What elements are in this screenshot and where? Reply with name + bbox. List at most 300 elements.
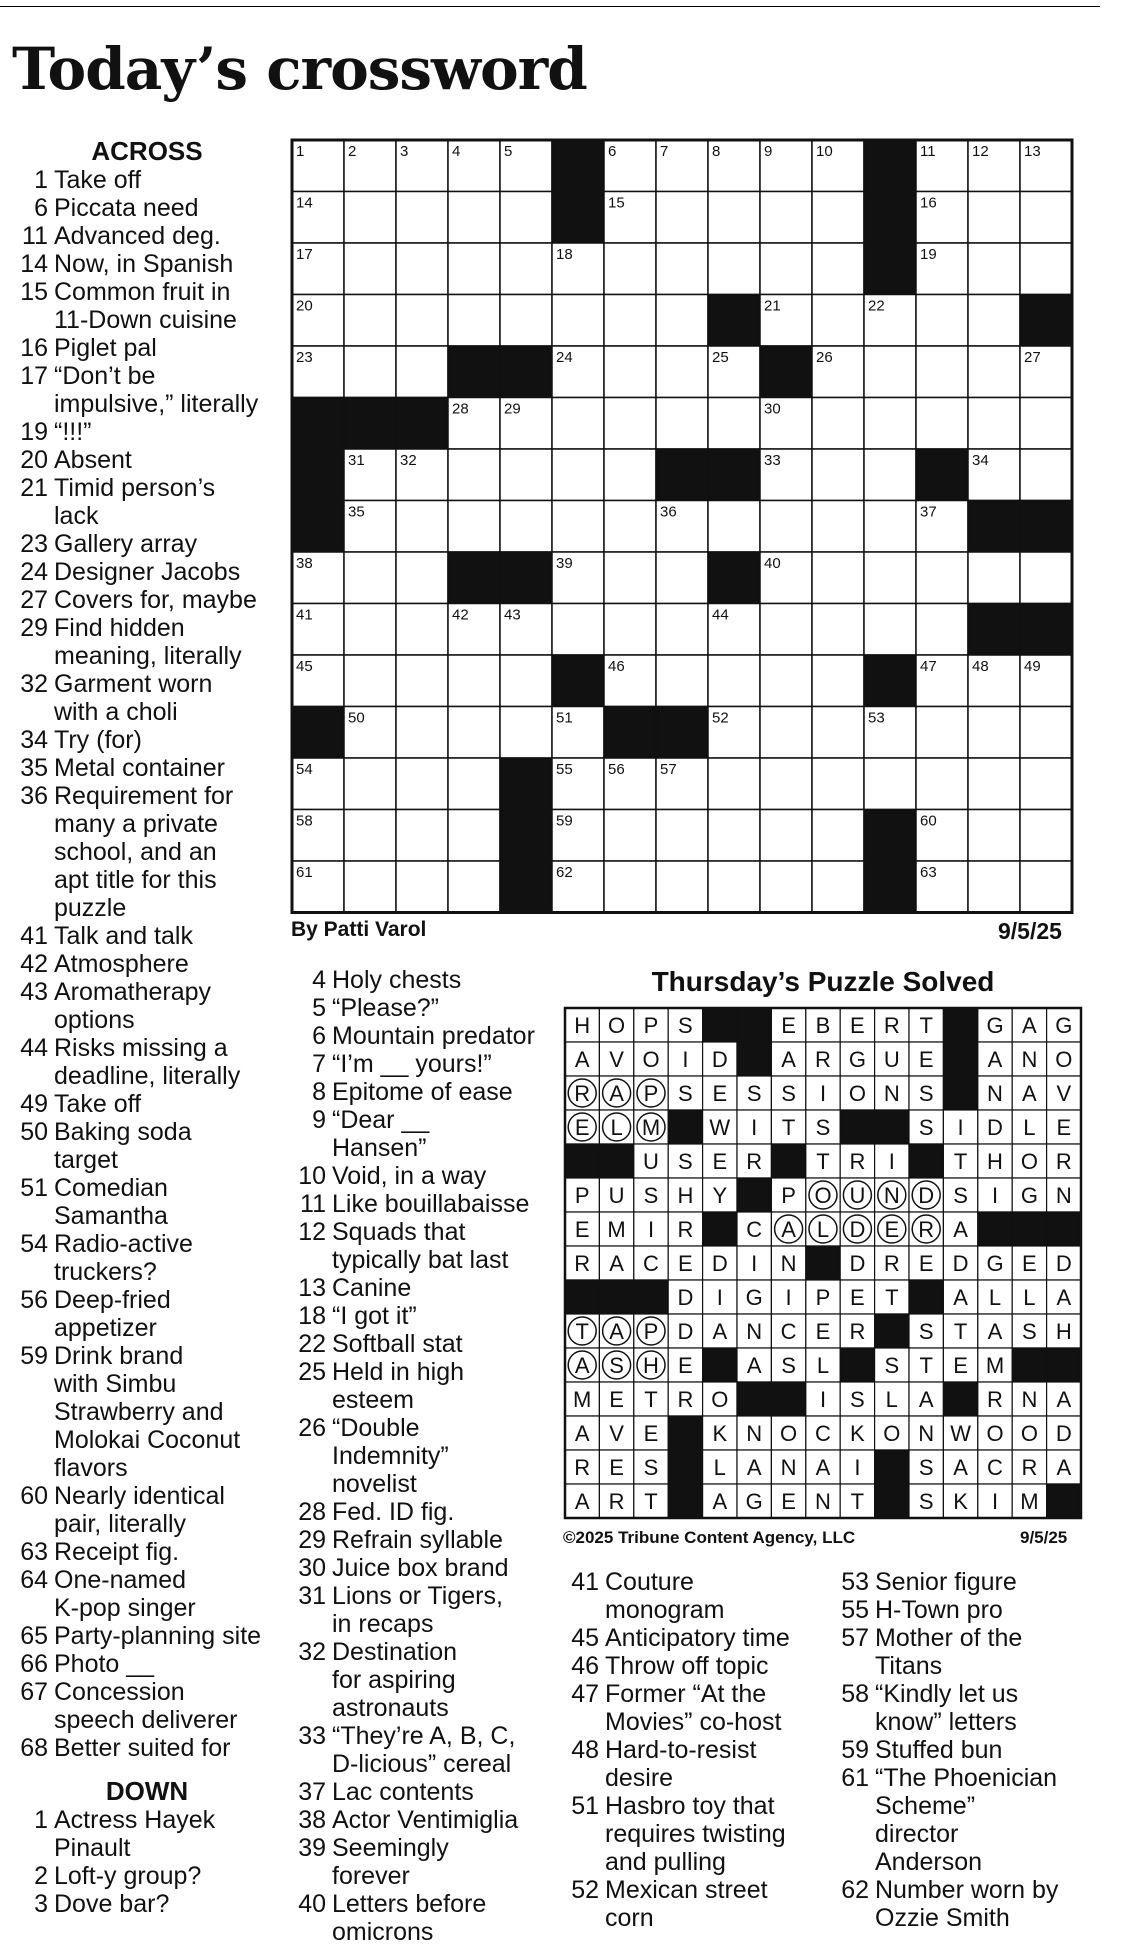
grid-cell[interactable] [448, 758, 500, 810]
solution-letter: P [781, 1183, 796, 1208]
grid-cell[interactable] [656, 243, 708, 295]
clue-number: 42 [20, 950, 48, 978]
solution-letter: A [1022, 1013, 1037, 1038]
grid-cell[interactable] [448, 810, 500, 862]
grid-cell[interactable] [708, 398, 760, 450]
grid-cell[interactable] [656, 604, 708, 656]
grid-cell[interactable] [500, 449, 552, 501]
clue[interactable] [12, 1862, 282, 1890]
clue[interactable] [12, 1286, 282, 1342]
grid-cell[interactable] [864, 398, 916, 450]
grid-cell[interactable] [396, 552, 448, 604]
clue[interactable] [833, 1680, 1103, 1736]
solution-letter: O [986, 1421, 1004, 1446]
clue[interactable] [290, 966, 560, 994]
black-square [708, 552, 760, 604]
clue[interactable] [833, 1764, 1103, 1876]
clue[interactable] [290, 1050, 560, 1078]
grid-cell[interactable] [968, 243, 1020, 295]
clue[interactable] [290, 1106, 560, 1162]
clue-text: impulsive,” literally [54, 390, 259, 418]
grid-cell[interactable] [396, 346, 448, 398]
clue[interactable] [12, 446, 282, 474]
clue[interactable] [290, 1806, 560, 1834]
clue[interactable] [290, 1162, 560, 1190]
grid-cell[interactable] [500, 655, 552, 707]
clue-number: 41 [571, 1568, 599, 1596]
clue[interactable] [290, 1302, 560, 1330]
clue-number: 29 [20, 614, 48, 642]
grid-cell[interactable] [656, 861, 708, 913]
clue-number: 11 [22, 222, 48, 250]
clue-number: 29 [298, 1526, 326, 1554]
grid-cell[interactable] [396, 295, 448, 347]
clue[interactable] [12, 782, 282, 922]
grid-cell[interactable] [344, 861, 396, 913]
solution-letter: T [919, 1013, 933, 1038]
grid-cell[interactable] [396, 604, 448, 656]
clue[interactable] [290, 1890, 560, 1944]
solution-letter: A [1056, 1285, 1072, 1310]
cell-number: 2 [348, 143, 357, 160]
grid-cell[interactable] [812, 604, 864, 656]
clue[interactable] [12, 362, 282, 418]
clue[interactable] [12, 558, 282, 586]
clue[interactable] [290, 1778, 560, 1806]
grid-cell[interactable] [812, 758, 864, 810]
clue-number: 68 [20, 1734, 48, 1762]
clue[interactable] [12, 614, 282, 670]
clue-text: Pinault [54, 1834, 131, 1862]
grid-cell[interactable] [604, 243, 656, 295]
clue-text: Anderson [875, 1848, 983, 1876]
grid-cell[interactable] [604, 861, 656, 913]
solution-letter: E [850, 1013, 865, 1038]
cell-number: 16 [920, 194, 937, 212]
grid-cell[interactable] [1020, 449, 1072, 501]
solution-letter: A [712, 1489, 728, 1514]
clue[interactable] [563, 1876, 833, 1932]
clue[interactable] [12, 754, 282, 782]
grid-cell[interactable] [968, 861, 1020, 913]
grid-cell[interactable] [968, 758, 1020, 810]
grid-cell[interactable] [448, 707, 500, 759]
clue[interactable] [290, 1554, 560, 1582]
grid-cell[interactable] [604, 501, 656, 553]
solution-letter: I [854, 1455, 861, 1480]
grid-cell[interactable] [604, 449, 656, 501]
grid-cell[interactable] [656, 655, 708, 707]
clue[interactable] [833, 1624, 1103, 1680]
clue-text: options [54, 1006, 135, 1034]
clue[interactable] [12, 1734, 282, 1762]
black-square [1020, 501, 1072, 553]
black-square [708, 449, 760, 501]
clue[interactable] [290, 1330, 560, 1358]
cell-number: 56 [608, 761, 625, 778]
grid-cell[interactable] [552, 295, 604, 347]
grid-cell[interactable] [812, 655, 864, 707]
clue-number: 33 [298, 1722, 326, 1750]
grid-cell[interactable] [396, 707, 448, 759]
solution-letter: W [709, 1115, 731, 1140]
solution-letter: R [918, 1217, 935, 1242]
grid-cell[interactable] [916, 707, 968, 759]
grid-cell[interactable] [448, 295, 500, 347]
clue[interactable] [12, 726, 282, 754]
grid-cell[interactable] [552, 604, 604, 656]
solution-letter: O [711, 1387, 729, 1412]
solution-letter: E [918, 1251, 934, 1276]
solution-letter: A [746, 1353, 762, 1378]
solution-letter: A [1022, 1081, 1037, 1106]
clue-text: Talk and talk [54, 922, 193, 950]
grid-cell[interactable] [968, 707, 1020, 759]
cell-number: 42 [452, 606, 469, 624]
solution-letter: R [574, 1081, 591, 1106]
solution-letter: L [816, 1217, 830, 1242]
clue-number: 25 [298, 1358, 326, 1386]
grid-cell[interactable] [448, 861, 500, 913]
grid-cell[interactable] [812, 243, 864, 295]
cell-number: 20 [296, 297, 313, 315]
clue[interactable] [12, 1118, 282, 1174]
grid-cell[interactable] [656, 192, 708, 244]
grid-cell[interactable] [968, 810, 1020, 862]
solution-letter: D [918, 1183, 935, 1208]
cell-number: 25 [712, 349, 729, 366]
clue-number: 20 [20, 446, 48, 474]
clue[interactable] [290, 1638, 560, 1722]
clue-text: pair, literally [54, 1510, 186, 1538]
solution-black-square [599, 1144, 633, 1178]
grid-cell[interactable] [344, 295, 396, 347]
grid-cell[interactable] [552, 449, 604, 501]
clue[interactable] [12, 1090, 282, 1118]
grid-cell[interactable] [864, 501, 916, 553]
solution-letter: G [1055, 1013, 1073, 1038]
clue[interactable] [12, 530, 282, 558]
grid-cell[interactable] [916, 758, 968, 810]
grid-cell[interactable] [500, 501, 552, 553]
clue[interactable] [12, 978, 282, 1034]
solution-letter: E [678, 1251, 693, 1276]
clue-text: Metal container [54, 754, 225, 782]
clue[interactable] [12, 166, 282, 194]
clue[interactable] [290, 1414, 560, 1498]
grid-cell[interactable] [448, 192, 500, 244]
clue[interactable] [12, 1034, 282, 1090]
cell-number: 36 [660, 503, 677, 521]
clue[interactable] [833, 1876, 1103, 1932]
solution-letter: E [1022, 1251, 1037, 1276]
solution-letter: R [677, 1217, 694, 1242]
clue[interactable] [12, 222, 282, 250]
grid-cell[interactable] [708, 501, 760, 553]
clue[interactable] [12, 950, 282, 978]
grid-cell[interactable] [500, 707, 552, 759]
clue[interactable] [290, 994, 560, 1022]
solution-letter: D [711, 1047, 728, 1072]
clue[interactable] [290, 1022, 560, 1050]
clue[interactable] [290, 1722, 560, 1778]
solution-black-square [909, 1280, 943, 1314]
cell-number: 49 [1024, 658, 1041, 675]
solution-letter: E [884, 1217, 900, 1242]
clue[interactable] [12, 250, 282, 278]
grid-cell[interactable] [344, 604, 396, 656]
clue[interactable] [290, 1526, 560, 1554]
clue[interactable] [290, 1190, 560, 1218]
grid-cell[interactable] [812, 398, 864, 450]
clue[interactable] [12, 1806, 282, 1862]
grid-cell[interactable] [656, 346, 708, 398]
grid-cell[interactable] [344, 346, 396, 398]
clue-text: Holy chests [332, 966, 462, 994]
clue-text: esteem [332, 1386, 414, 1414]
solution-black-square [703, 1008, 737, 1042]
grid-cell[interactable] [864, 449, 916, 501]
clue[interactable] [12, 1622, 282, 1650]
grid-cell[interactable] [864, 346, 916, 398]
grid-cell[interactable] [1020, 398, 1072, 450]
clue[interactable] [290, 1274, 560, 1302]
grid-cell[interactable] [344, 552, 396, 604]
grid-cell[interactable] [500, 192, 552, 244]
solution-letter: A [781, 1047, 796, 1072]
clue[interactable] [563, 1652, 833, 1680]
clue[interactable] [12, 334, 282, 362]
grid-cell[interactable] [552, 398, 604, 450]
grid-cell[interactable] [864, 758, 916, 810]
grid-cell[interactable] [1020, 243, 1072, 295]
grid-cell[interactable] [396, 758, 448, 810]
grid-cell[interactable] [604, 604, 656, 656]
clue[interactable] [12, 1230, 282, 1286]
clue-text: Ozzie Smith [875, 1904, 1010, 1932]
clue[interactable] [12, 278, 282, 334]
solution-black-square [1047, 1348, 1081, 1382]
solution-letter: N [746, 1421, 763, 1446]
cell-number: 63 [920, 864, 937, 881]
grid-cell[interactable] [760, 192, 812, 244]
grid-cell[interactable] [916, 295, 968, 347]
grid-cell[interactable] [760, 810, 812, 862]
grid-cell[interactable] [344, 655, 396, 707]
crossword-grid[interactable] [290, 138, 1082, 914]
grid-cell[interactable] [396, 243, 448, 295]
solution-black-square [875, 1484, 909, 1518]
clue-text: appetizer [54, 1314, 157, 1342]
clue[interactable] [12, 474, 282, 530]
grid-cell[interactable] [552, 501, 604, 553]
clue[interactable] [12, 1650, 282, 1678]
clue-text: Common fruit in [54, 278, 231, 306]
solution-letter: A [987, 1047, 1003, 1072]
grid-cell[interactable] [396, 192, 448, 244]
grid-cell[interactable] [760, 501, 812, 553]
grid-cell[interactable] [812, 192, 864, 244]
grid-cell[interactable] [812, 552, 864, 604]
grid-cell[interactable] [656, 398, 708, 450]
solution-letter: A [953, 1285, 968, 1310]
solution-letter: A [746, 1455, 762, 1480]
clue[interactable] [563, 1680, 833, 1736]
grid-cell[interactable] [1020, 707, 1072, 759]
clue[interactable] [290, 1358, 560, 1414]
grid-cell[interactable] [968, 398, 1020, 450]
black-square [292, 707, 344, 759]
copyright: ©2025 Tribune Content Agency, LLC [563, 1528, 856, 1547]
solution-black-square [737, 1008, 771, 1042]
grid-cell[interactable] [656, 552, 708, 604]
clue[interactable] [12, 1566, 282, 1622]
grid-cell[interactable] [708, 655, 760, 707]
clue[interactable] [563, 1792, 833, 1876]
clue[interactable] [563, 1736, 833, 1792]
grid-cell[interactable] [448, 243, 500, 295]
solution-letter: I [819, 1387, 827, 1412]
grid-cell[interactable] [812, 810, 864, 862]
clue[interactable] [12, 1890, 282, 1918]
clue[interactable] [12, 194, 282, 222]
grid-cell[interactable] [916, 552, 968, 604]
clue[interactable] [833, 1596, 1103, 1624]
grid-cell[interactable] [864, 604, 916, 656]
clue[interactable] [563, 1568, 833, 1624]
grid-cell[interactable] [812, 295, 864, 347]
grid-cell[interactable] [604, 398, 656, 450]
grid-cell[interactable] [396, 810, 448, 862]
grid-cell[interactable] [448, 449, 500, 501]
cell-number: 44 [712, 606, 729, 624]
grid-cell[interactable] [344, 810, 396, 862]
grid-cell[interactable] [708, 810, 760, 862]
grid-cell[interactable] [812, 501, 864, 553]
grid-cell[interactable] [500, 243, 552, 295]
clue[interactable] [290, 1582, 560, 1638]
grid-cell[interactable] [604, 346, 656, 398]
solution-letter: A [781, 1217, 796, 1242]
clue-text: with Simbu [54, 1370, 177, 1398]
grid-cell[interactable] [968, 295, 1020, 347]
grid-cell[interactable] [760, 758, 812, 810]
clue[interactable] [290, 1498, 560, 1526]
clue-text: Senior figure [875, 1568, 1017, 1596]
clue[interactable] [833, 1568, 1103, 1596]
grid-cell[interactable] [396, 655, 448, 707]
clue[interactable] [12, 1538, 282, 1566]
grid-cell[interactable] [1020, 810, 1072, 862]
black-square [1020, 295, 1072, 347]
grid-cell[interactable] [812, 707, 864, 759]
grid-cell[interactable] [968, 552, 1020, 604]
black-square [656, 707, 708, 759]
grid-cell[interactable] [656, 295, 708, 347]
grid-cell[interactable] [812, 861, 864, 913]
clue-number: 10 [298, 1162, 326, 1190]
grid-cell[interactable] [1020, 861, 1072, 913]
solution-black-square [737, 1042, 771, 1076]
clue-text: truckers? [54, 1258, 157, 1286]
grid-cell[interactable] [604, 810, 656, 862]
clue[interactable] [12, 1482, 282, 1538]
clue-number: 53 [841, 1568, 869, 1596]
clue[interactable] [12, 586, 282, 614]
grid-cell[interactable] [1020, 552, 1072, 604]
grid-cell[interactable] [500, 295, 552, 347]
grid-cell[interactable] [1020, 192, 1072, 244]
solution-letter: M [607, 1217, 626, 1242]
clue[interactable] [12, 1678, 282, 1734]
solution-letter: E [712, 1149, 728, 1174]
grid-cell[interactable] [916, 398, 968, 450]
solution-letter: R [849, 1319, 866, 1344]
solution-letter: E [918, 1047, 934, 1072]
solution-letter: R [746, 1149, 763, 1174]
grid-cell[interactable] [344, 243, 396, 295]
grid-cell[interactable] [760, 243, 812, 295]
grid-cell[interactable] [708, 861, 760, 913]
clue[interactable] [12, 670, 282, 726]
clue[interactable] [12, 1342, 282, 1482]
grid-cell[interactable] [760, 707, 812, 759]
solution-letter: E [781, 1013, 796, 1038]
grid-cell[interactable] [760, 655, 812, 707]
grid-cell[interactable] [656, 810, 708, 862]
solution-letter: D [849, 1251, 866, 1276]
grid-cell[interactable] [344, 758, 396, 810]
grid-cell[interactable] [604, 295, 656, 347]
grid-cell[interactable] [448, 501, 500, 553]
clue[interactable] [833, 1736, 1103, 1764]
solution-black-square [737, 1382, 771, 1416]
grid-cell[interactable] [864, 552, 916, 604]
grid-cell[interactable] [916, 346, 968, 398]
clue-number: 22 [298, 1330, 326, 1358]
grid-cell[interactable] [760, 604, 812, 656]
clue-text: Letters before [332, 1890, 487, 1918]
across-clues [12, 136, 282, 1918]
clue[interactable] [12, 1174, 282, 1230]
grid-cell[interactable] [760, 861, 812, 913]
clue[interactable] [290, 1078, 560, 1106]
grid-cell[interactable] [448, 655, 500, 707]
grid-cell[interactable] [812, 449, 864, 501]
grid-cell[interactable] [1020, 758, 1072, 810]
grid-cell[interactable] [968, 192, 1020, 244]
grid-cell[interactable] [708, 758, 760, 810]
clue-number: 12 [298, 1218, 326, 1246]
clue-number: 9 [312, 1106, 326, 1134]
grid-cell[interactable] [344, 192, 396, 244]
grid-cell[interactable] [968, 346, 1020, 398]
clue[interactable] [12, 922, 282, 950]
clue-number: 28 [298, 1498, 326, 1526]
clue[interactable] [290, 1218, 560, 1274]
grid-cell[interactable] [708, 192, 760, 244]
clue[interactable] [290, 1834, 560, 1890]
grid-cell[interactable] [396, 501, 448, 553]
clue[interactable] [12, 418, 282, 446]
grid-cell[interactable] [396, 861, 448, 913]
solution-letter: A [918, 1387, 934, 1412]
grid-cell[interactable] [916, 604, 968, 656]
grid-cell[interactable] [708, 243, 760, 295]
clue-text: Stuffed bun [875, 1736, 1003, 1764]
clue[interactable] [563, 1624, 833, 1652]
grid-cell[interactable] [604, 552, 656, 604]
